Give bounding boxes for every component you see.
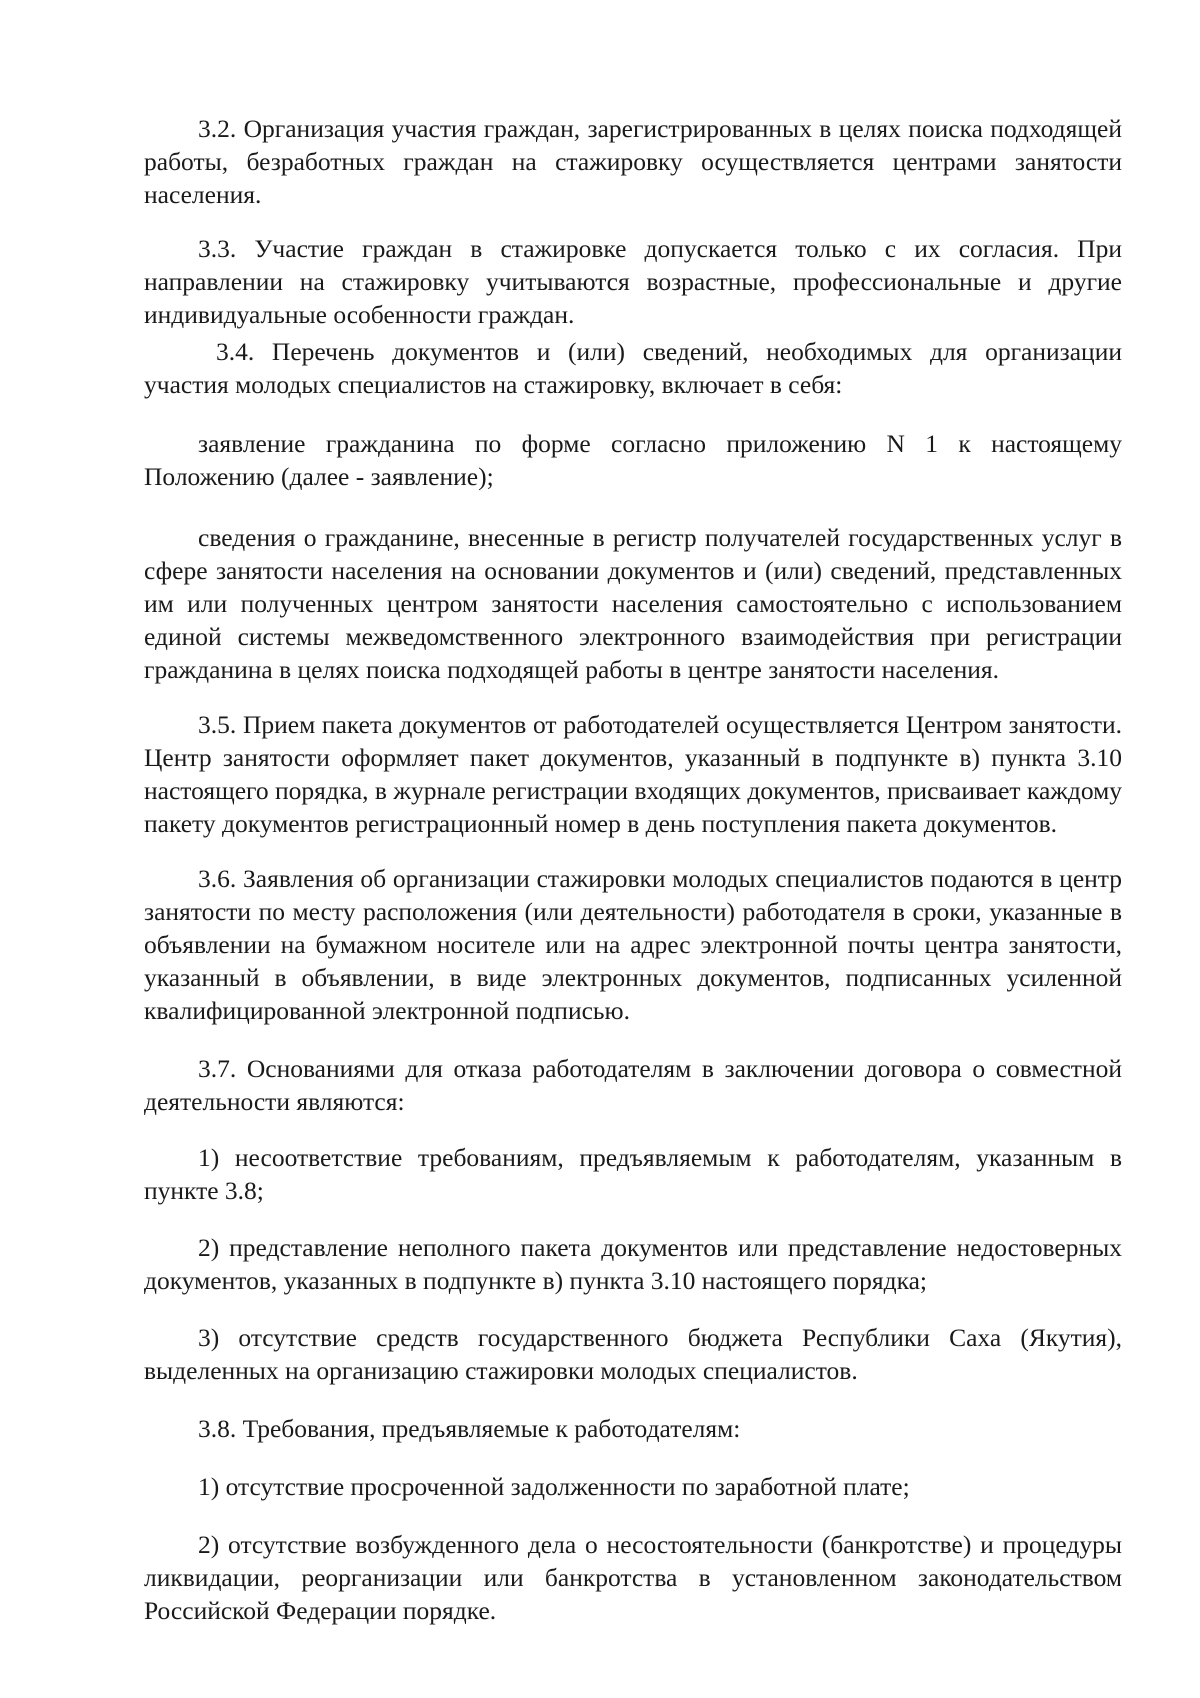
paragraph-3-3: 3.3. Участие граждан в стажировке допускается только с их согласия. При направлении на стажировку учитываются возрастные, профессиональные и другие индивидуальные особенности граждан. [144, 234, 1122, 329]
paragraph-3-6: 3.6. Заявления об организации стажировки молодых специалистов подаются в центр занятости по месту расположения (или деятельности) работодателя в сроки, указанные в объявлении на бумажном носителе или на адрес электронной почты центра занятости, указанный в объявлении, в виде электронных документов, подписанных усиленной квалифицированной электронной подписью. [144, 864, 1122, 1025]
refusal-ground-2: 2) представление неполного пакета документов или представление недостоверных документов, указанных в подпункте в) пункта 3.10 настоящего порядка; [144, 1233, 1122, 1295]
document-body [144, 112, 1122, 1627]
refusal-ground-1: 1) несоответствие требованиям, предъявляемым к работодателям, указанным в пункте 3.8; [144, 1143, 1122, 1205]
paragraph-3-2: 3.2. Организация участия граждан, зарегистрированных в целях поиска подходящей работы, безработных граждан на стажировку осуществляется центрами занятости населения. [144, 114, 1122, 209]
paragraph-3-5: 3.5. Прием пакета документов от работодателей осуществляется Центром занятости. Центр занятости оформляет пакет документов, указанный в подпункте в) пункта 3.10 настоящего порядка, в журнале регистрации входящих документов, присваивает каждому пакету документов регистрационный номер в день поступления пакета документов. [144, 710, 1122, 838]
paragraph-3-4: 3.4. Перечень документов и (или) сведений, необходимых для организации участия молодых специалистов на стажировку, включает в себя: [144, 337, 1122, 399]
requirement-1: 1) отсутствие просроченной задолженности по заработной плате; [198, 1472, 910, 1501]
list-item-citizen-info: сведения о гражданине, внесенные в регистр получателей государственных услуг в сфере занятости населения на основании документов и (или) сведений, представленных им или полученных центром занятости населения самостоятельно с использованием единой системы межведомственного электронного взаимодействия при регистрации гражданина в целях поиска подходящей работы в центре занятости населения. [144, 523, 1122, 684]
list-item-application: заявление гражданина по форме согласно приложению N 1 к настоящему Положению (далее - заявление); [144, 429, 1122, 491]
paragraph-3-8: 3.8. Требования, предъявляемые к работодателям: [198, 1414, 741, 1443]
requirement-2: 2) отсутствие возбужденного дела о несостоятельности (банкротстве) и процедуры ликвидации, реорганизации или банкротства в установленном законодательством Российской Федерации порядке. [144, 1530, 1122, 1625]
paragraph-3-7: 3.7. Основаниями для отказа работодателям в заключении договора о совместной деятельности являются: [144, 1054, 1122, 1116]
refusal-ground-3: 3) отсутствие средств государственного бюджета Республики Саха (Якутия), выделенных на организацию стажировки молодых специалистов. [144, 1323, 1122, 1385]
